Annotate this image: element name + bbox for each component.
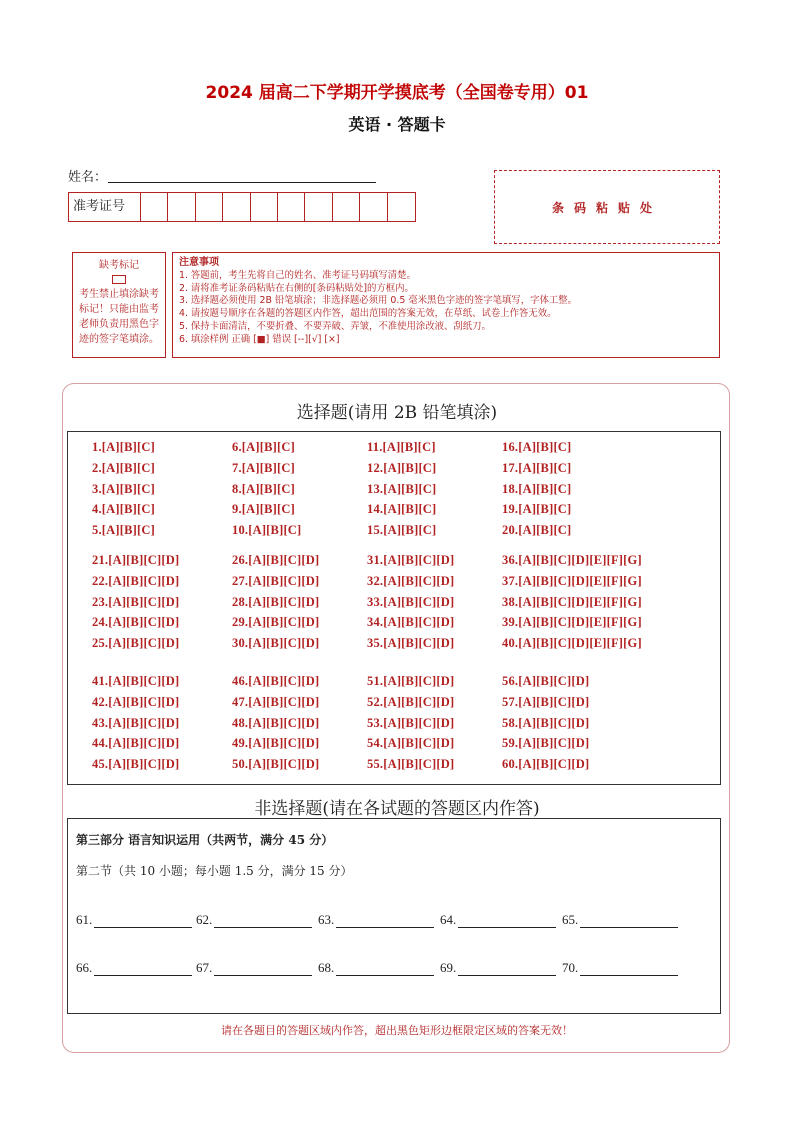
question-38[interactable]: 38.[A][B][C][D][E][F][G] — [502, 594, 642, 609]
exam-id-label: 准考证号 — [69, 193, 141, 221]
question-24[interactable]: 24.[A][B][C][D] — [92, 615, 180, 630]
name-label: 姓名： — [68, 170, 108, 185]
question-18[interactable]: 18.[A][B][C] — [502, 481, 572, 496]
blank-number: 67. — [196, 960, 213, 975]
blank-line[interactable] — [94, 963, 192, 976]
exam-id-cell[interactable] — [196, 193, 223, 221]
exam-id-cell[interactable] — [168, 193, 195, 221]
question-60[interactable]: 60.[A][B][C][D] — [502, 757, 590, 772]
question-1[interactable]: 1.[A][B][C] — [92, 440, 155, 454]
blank-line[interactable] — [458, 915, 556, 928]
blank-number: 68. — [318, 960, 335, 975]
question-55[interactable]: 55.[A][B][C][D] — [367, 757, 455, 772]
instruction-item: 3. 选择题必须使用 2B 铅笔填涂；非选择题必须用 0.5 毫米黑色字迹的签字笔填写，字体工整。 — [179, 295, 578, 307]
blank-line[interactable] — [580, 963, 678, 976]
question-36[interactable]: 36.[A][B][C][D][E][F][G] — [502, 553, 642, 567]
question-43[interactable]: 43.[A][B][C][D] — [92, 715, 180, 730]
question-28[interactable]: 28.[A][B][C][D] — [232, 594, 320, 609]
question-17[interactable]: 17.[A][B][C] — [502, 460, 572, 475]
question-37[interactable]: 37.[A][B][C][D][E][F][G] — [502, 573, 642, 588]
question-5[interactable]: 5.[A][B][C] — [92, 523, 155, 538]
question-59[interactable]: 59.[A][B][C][D] — [502, 736, 590, 751]
section2-heading: 第二节（共 10 小题；每小题 1.5 分，满分 15 分） — [76, 864, 353, 878]
blank-number: 69. — [440, 960, 457, 975]
question-51[interactable]: 51.[A][B][C][D] — [367, 674, 455, 688]
instruction-item: 2. 请将准考证条码粘贴在右侧的[条码粘贴处]的方框内。 — [179, 282, 414, 294]
exam-id-cell[interactable] — [333, 193, 360, 221]
question-45[interactable]: 45.[A][B][C][D] — [92, 757, 180, 772]
blank-line[interactable] — [214, 915, 312, 928]
question-42[interactable]: 42.[A][B][C][D] — [92, 694, 180, 709]
question-26[interactable]: 26.[A][B][C][D] — [232, 553, 320, 567]
multiple-choice-title: 选择题(请用 2B 铅笔填涂) — [296, 403, 498, 423]
question-46[interactable]: 46.[A][B][C][D] — [232, 674, 320, 688]
question-7[interactable]: 7.[A][B][C] — [232, 460, 295, 475]
question-12[interactable]: 12.[A][B][C] — [367, 460, 437, 475]
question-16[interactable]: 16.[A][B][C] — [502, 440, 572, 454]
question-41[interactable]: 41.[A][B][C][D] — [92, 674, 180, 688]
question-31[interactable]: 31.[A][B][C][D] — [367, 553, 455, 567]
question-21[interactable]: 21.[A][B][C][D] — [92, 553, 180, 567]
blank-68[interactable] — [318, 960, 434, 976]
question-29[interactable]: 29.[A][B][C][D] — [232, 615, 320, 630]
question-11[interactable]: 11.[A][B][C] — [367, 440, 436, 454]
question-4[interactable]: 4.[A][B][C] — [92, 502, 155, 517]
blank-number: 62. — [196, 912, 213, 927]
instruction-item: 1. 答题前，考生先将自己的姓名、准考证号码填写清楚。 — [179, 269, 416, 281]
exam-id-grid — [68, 192, 416, 222]
instructions-box — [172, 252, 720, 358]
exam-id-cell[interactable] — [388, 193, 415, 221]
question-47[interactable]: 47.[A][B][C][D] — [232, 694, 320, 709]
question-52[interactable]: 52.[A][B][C][D] — [367, 694, 455, 709]
instruction-item: 5. 保持卡面清洁，不要折叠、不要弄破、弄皱，不准使用涂改液、刮纸刀。 — [179, 320, 491, 332]
absent-mark-checkbox[interactable] — [112, 275, 126, 284]
name-field[interactable] — [108, 182, 376, 183]
blank-70[interactable] — [562, 960, 678, 976]
exam-id-cell[interactable] — [278, 193, 305, 221]
question-48[interactable]: 48.[A][B][C][D] — [232, 715, 320, 730]
blank-line[interactable] — [94, 915, 192, 928]
question-56[interactable]: 56.[A][B][C][D] — [502, 674, 590, 688]
exam-id-cell[interactable] — [305, 193, 332, 221]
part3-heading: 第三部分 语言知识运用（共两节，满分 45 分） — [76, 833, 334, 847]
blank-61[interactable] — [76, 912, 192, 928]
blank-line[interactable] — [214, 963, 312, 976]
question-40[interactable]: 40.[A][B][C][D][E][F][G] — [502, 636, 642, 651]
question-49[interactable]: 49.[A][B][C][D] — [232, 736, 320, 751]
absent-mark-title: 缺考标记 — [99, 260, 139, 271]
barcode-area: 条码粘贴处 — [494, 170, 720, 244]
blank-number: 64. — [440, 912, 457, 927]
question-25[interactable]: 25.[A][B][C][D] — [92, 636, 180, 651]
exam-id-cell[interactable] — [360, 193, 387, 221]
question-34[interactable]: 34.[A][B][C][D] — [367, 615, 455, 630]
blank-62[interactable] — [196, 912, 312, 928]
blank-69[interactable] — [440, 960, 556, 976]
question-6[interactable]: 6.[A][B][C] — [232, 440, 295, 454]
question-50[interactable]: 50.[A][B][C][D] — [232, 757, 320, 772]
blank-number: 66. — [76, 960, 93, 975]
blank-63[interactable] — [318, 912, 434, 928]
question-58[interactable]: 58.[A][B][C][D] — [502, 715, 590, 730]
blank-number: 63. — [318, 912, 335, 927]
question-33[interactable]: 33.[A][B][C][D] — [367, 594, 455, 609]
blank-65[interactable] — [562, 912, 678, 928]
exam-id-cell[interactable] — [223, 193, 250, 221]
instruction-item: 4. 请按题号顺序在各题的答题区内作答，超出范围的答案无效，在草纸、试卷上作答无效。 — [179, 308, 557, 320]
exam-id-cell[interactable] — [251, 193, 278, 221]
question-27[interactable]: 27.[A][B][C][D] — [232, 573, 320, 588]
blank-number: 61. — [76, 912, 93, 927]
blank-line[interactable] — [458, 963, 556, 976]
question-22[interactable]: 22.[A][B][C][D] — [92, 573, 180, 588]
absent-mark-box — [72, 252, 166, 358]
question-14[interactable]: 14.[A][B][C] — [367, 502, 437, 517]
page-subtitle: 英语 · 答题卡 — [348, 115, 446, 134]
footer-warning: 请在各题目的答题区域内作答，超出黑色矩形边框限定区域的答案无效！ — [221, 1024, 573, 1037]
question-19[interactable]: 19.[A][B][C] — [502, 502, 572, 517]
question-13[interactable]: 13.[A][B][C] — [367, 481, 437, 496]
instructions-title: 注意事项 — [179, 257, 219, 268]
question-10[interactable]: 10.[A][B][C] — [232, 523, 302, 538]
question-20[interactable]: 20.[A][B][C] — [502, 523, 572, 538]
question-23[interactable]: 23.[A][B][C][D] — [92, 594, 180, 609]
question-2[interactable]: 2.[A][B][C] — [92, 460, 155, 475]
blank-67[interactable] — [196, 960, 312, 976]
blank-number: 70. — [562, 960, 579, 975]
question-3[interactable]: 3.[A][B][C] — [92, 481, 155, 496]
question-54[interactable]: 54.[A][B][C][D] — [367, 736, 455, 751]
question-53[interactable]: 53.[A][B][C][D] — [367, 715, 455, 730]
blank-line[interactable] — [336, 963, 434, 976]
question-35[interactable]: 35.[A][B][C][D] — [367, 636, 455, 651]
question-30[interactable]: 30.[A][B][C][D] — [232, 636, 320, 651]
page-title: 2024 届高二下学期开学摸底考（全国卷专用）01 — [205, 83, 589, 103]
absent-mark-text: 考生禁止填涂缺考标记！只能由监考老师负责用黑色字迹的签字笔填涂。 — [79, 289, 159, 345]
question-57[interactable]: 57.[A][B][C][D] — [502, 694, 590, 709]
question-32[interactable]: 32.[A][B][C][D] — [367, 573, 455, 588]
blank-66[interactable] — [76, 960, 192, 976]
question-9[interactable]: 9.[A][B][C] — [232, 502, 295, 517]
instruction-item: 6. 填涂样例 正确 [■] 错误 [--][√] [×] — [179, 333, 340, 345]
blank-line[interactable] — [580, 915, 678, 928]
question-8[interactable]: 8.[A][B][C] — [232, 481, 295, 496]
blank-line[interactable] — [336, 915, 434, 928]
non-choice-title: 非选择题(请在各试题的答题区内作答) — [254, 799, 540, 819]
question-39[interactable]: 39.[A][B][C][D][E][F][G] — [502, 615, 642, 630]
question-15[interactable]: 15.[A][B][C] — [367, 523, 437, 538]
exam-id-cell[interactable] — [141, 193, 168, 221]
question-44[interactable]: 44.[A][B][C][D] — [92, 736, 180, 751]
blank-64[interactable] — [440, 912, 556, 928]
blank-number: 65. — [562, 912, 579, 927]
